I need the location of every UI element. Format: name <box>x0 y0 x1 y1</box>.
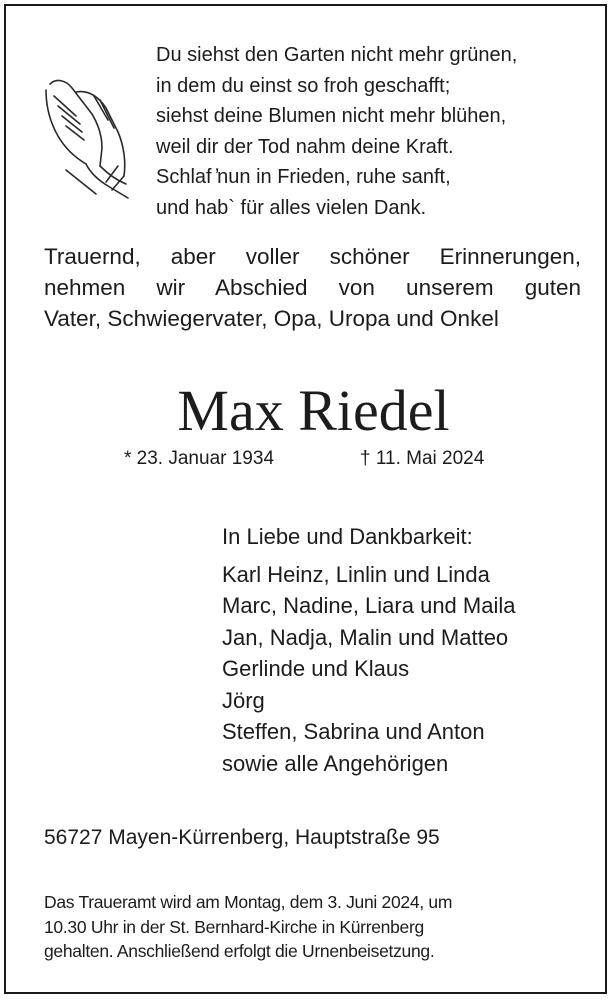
intro-line: Vater, Schwiegervater, Opa, Uropa und Onkel <box>44 306 499 331</box>
family-member: Gerlinde und Klaus <box>222 656 410 681</box>
family-member: sowie alle Angehörigen <box>222 750 449 776</box>
family-member: Karl Heinz, Linlin und Linda <box>222 561 490 587</box>
death-date: † 11. Mai 2024 <box>360 448 485 469</box>
address: 56727 Mayen-Kürrenberg, Hauptstraße 95 <box>44 826 440 849</box>
mourning-intro <box>44 241 581 334</box>
poem-line: in dem du einst so froh geschafft; <box>156 74 451 97</box>
family-member: Jan, Nadja, Malin und Matteo <box>222 624 509 650</box>
poem-line: weil dir der Tod nahm deine Kraft. <box>156 135 454 158</box>
service-line: 10.30 Uhr in der St. Bernhard-Kirche in Kürrenberg <box>44 916 424 937</box>
poem <box>156 40 596 223</box>
praying-hands-icon <box>36 66 136 206</box>
birth-date: * 23. Januar 1934 <box>124 448 275 469</box>
family-signatures <box>222 521 602 779</box>
poem-line: Du siehst den Garten nicht mehr grünen, <box>156 44 518 66</box>
service-line: gehalten. Anschließend erfolgt die Urnenbeisetzung. <box>44 941 435 961</box>
poem-line: und hab` für alles vielen Dank. <box>156 196 427 219</box>
service-line: Das Traueramt wird am Montag, dem 3. Juni 2024, um <box>44 892 453 912</box>
family-member: Jörg <box>222 687 265 713</box>
poem-line: Schlaf ̕nun in Frieden, ruhe sanft, <box>156 166 451 188</box>
family-lead: In Liebe und Dankbarkeit: <box>222 524 473 549</box>
family-member: Steffen, Sabrina und Anton <box>222 719 485 744</box>
family-member: Marc, Nadine, Liara und Maila <box>222 593 516 618</box>
poem-line: siehst deine Blumen nicht mehr blühen, <box>156 105 507 127</box>
service-info <box>44 890 584 964</box>
intro-line: Trauernd, aber voller schöner Erinnerungen, <box>44 244 581 269</box>
deceased-name: Max Riedel <box>177 378 450 443</box>
obituary-frame <box>4 4 607 994</box>
intro-line: nehmen wir Abschied von unserem guten <box>44 275 581 300</box>
